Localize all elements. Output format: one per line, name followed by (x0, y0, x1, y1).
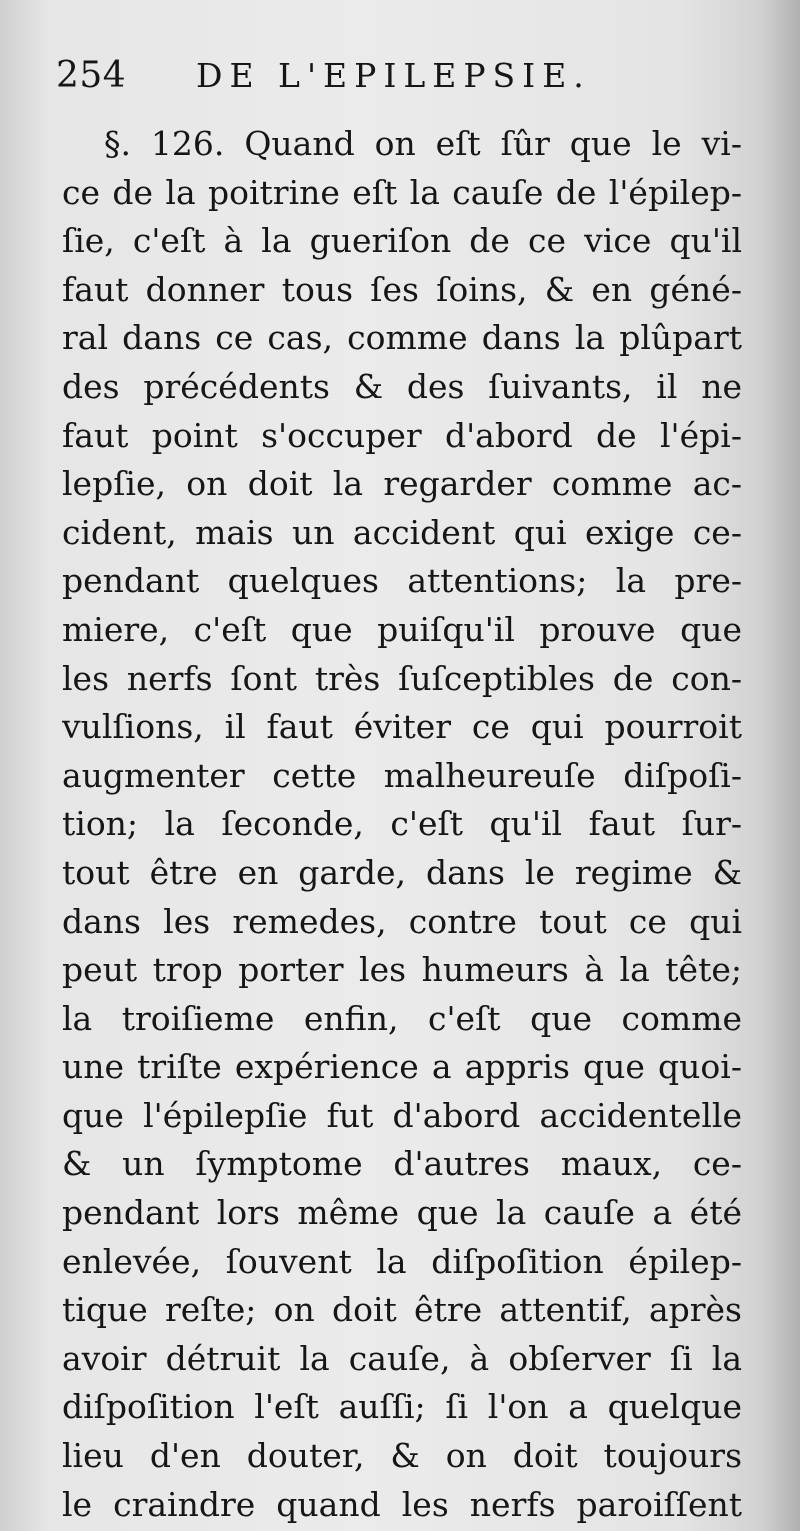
text-line: ce de la poitrine eſt la cauſe de l'épilep- (62, 172, 742, 212)
text-line: enlevée, ſouvent la diſpoſition épilep- (62, 1241, 742, 1281)
page-edge-shadow (760, 0, 800, 1531)
text-line: ral dans ce cas, comme dans la plûpart (62, 318, 742, 358)
text-line: faut donner tous ſes ſoins, & en géné- (62, 269, 742, 309)
text-line: ſie, c'eſt à la gueriſon de ce vice qu'il (62, 221, 742, 261)
text-line: lieu d'en douter, & on doit toujours (62, 1436, 742, 1476)
text-line: miere, c'eſt que puiſqu'il prouve que (62, 609, 742, 649)
text-line: des précédents & des ſuivants, il ne (62, 366, 742, 406)
page-number: 254 (56, 55, 127, 96)
text-line: cident, mais un accident qui exige ce- (62, 512, 742, 552)
text-line: peut trop porter les humeurs à la tête; (62, 950, 742, 990)
text-line: tion; la ſeconde, c'eſt qu'il faut ſur- (62, 804, 742, 844)
running-head (56, 46, 756, 106)
text-line: faut point s'occuper d'abord de l'épi- (62, 415, 742, 455)
text-line: dans les remedes, contre tout ce qui (62, 901, 742, 941)
text-line: avoir détruit la cauſe, à obſerver ſi la (62, 1338, 742, 1378)
text-line: diſpoſition l'eſt auſſi; ſi l'on a quelque (62, 1387, 742, 1427)
text-line: le craindre quand les nerfs paroiſſent (62, 1484, 742, 1524)
text-line: & un ſymptome d'autres maux, ce- (62, 1144, 742, 1184)
text-line: §. 126. Quand on eſt ſûr que le vi- (104, 124, 742, 163)
text-line: tique reſte; on doit être attentif, après (62, 1290, 742, 1330)
text-line: tout être en garde, dans le regime & (62, 852, 742, 892)
text-line: pendant lors même que la cauſe a été (62, 1193, 742, 1233)
body-text (62, 120, 742, 1529)
text-line: lepſie, on doit la regarder comme ac- (62, 464, 742, 504)
text-line: pendant quelques attentions; la pre- (62, 561, 742, 601)
text-line: les nerfs ſont très ſuſceptibles de con- (62, 658, 742, 698)
text-line: augmenter cette malheureuſe diſpoſi- (62, 755, 742, 795)
text-line: vulſions, il faut éviter ce qui pourroit (62, 707, 742, 747)
running-title: DE L'EPILEPSIE. (196, 56, 591, 95)
text-line: une triſte expérience a appris que quoi- (62, 1047, 742, 1087)
text-line: la troiſieme enfin, c'eſt que comme (62, 998, 742, 1038)
text-line: que l'épilepſie fut d'abord accidentelle (62, 1095, 742, 1135)
